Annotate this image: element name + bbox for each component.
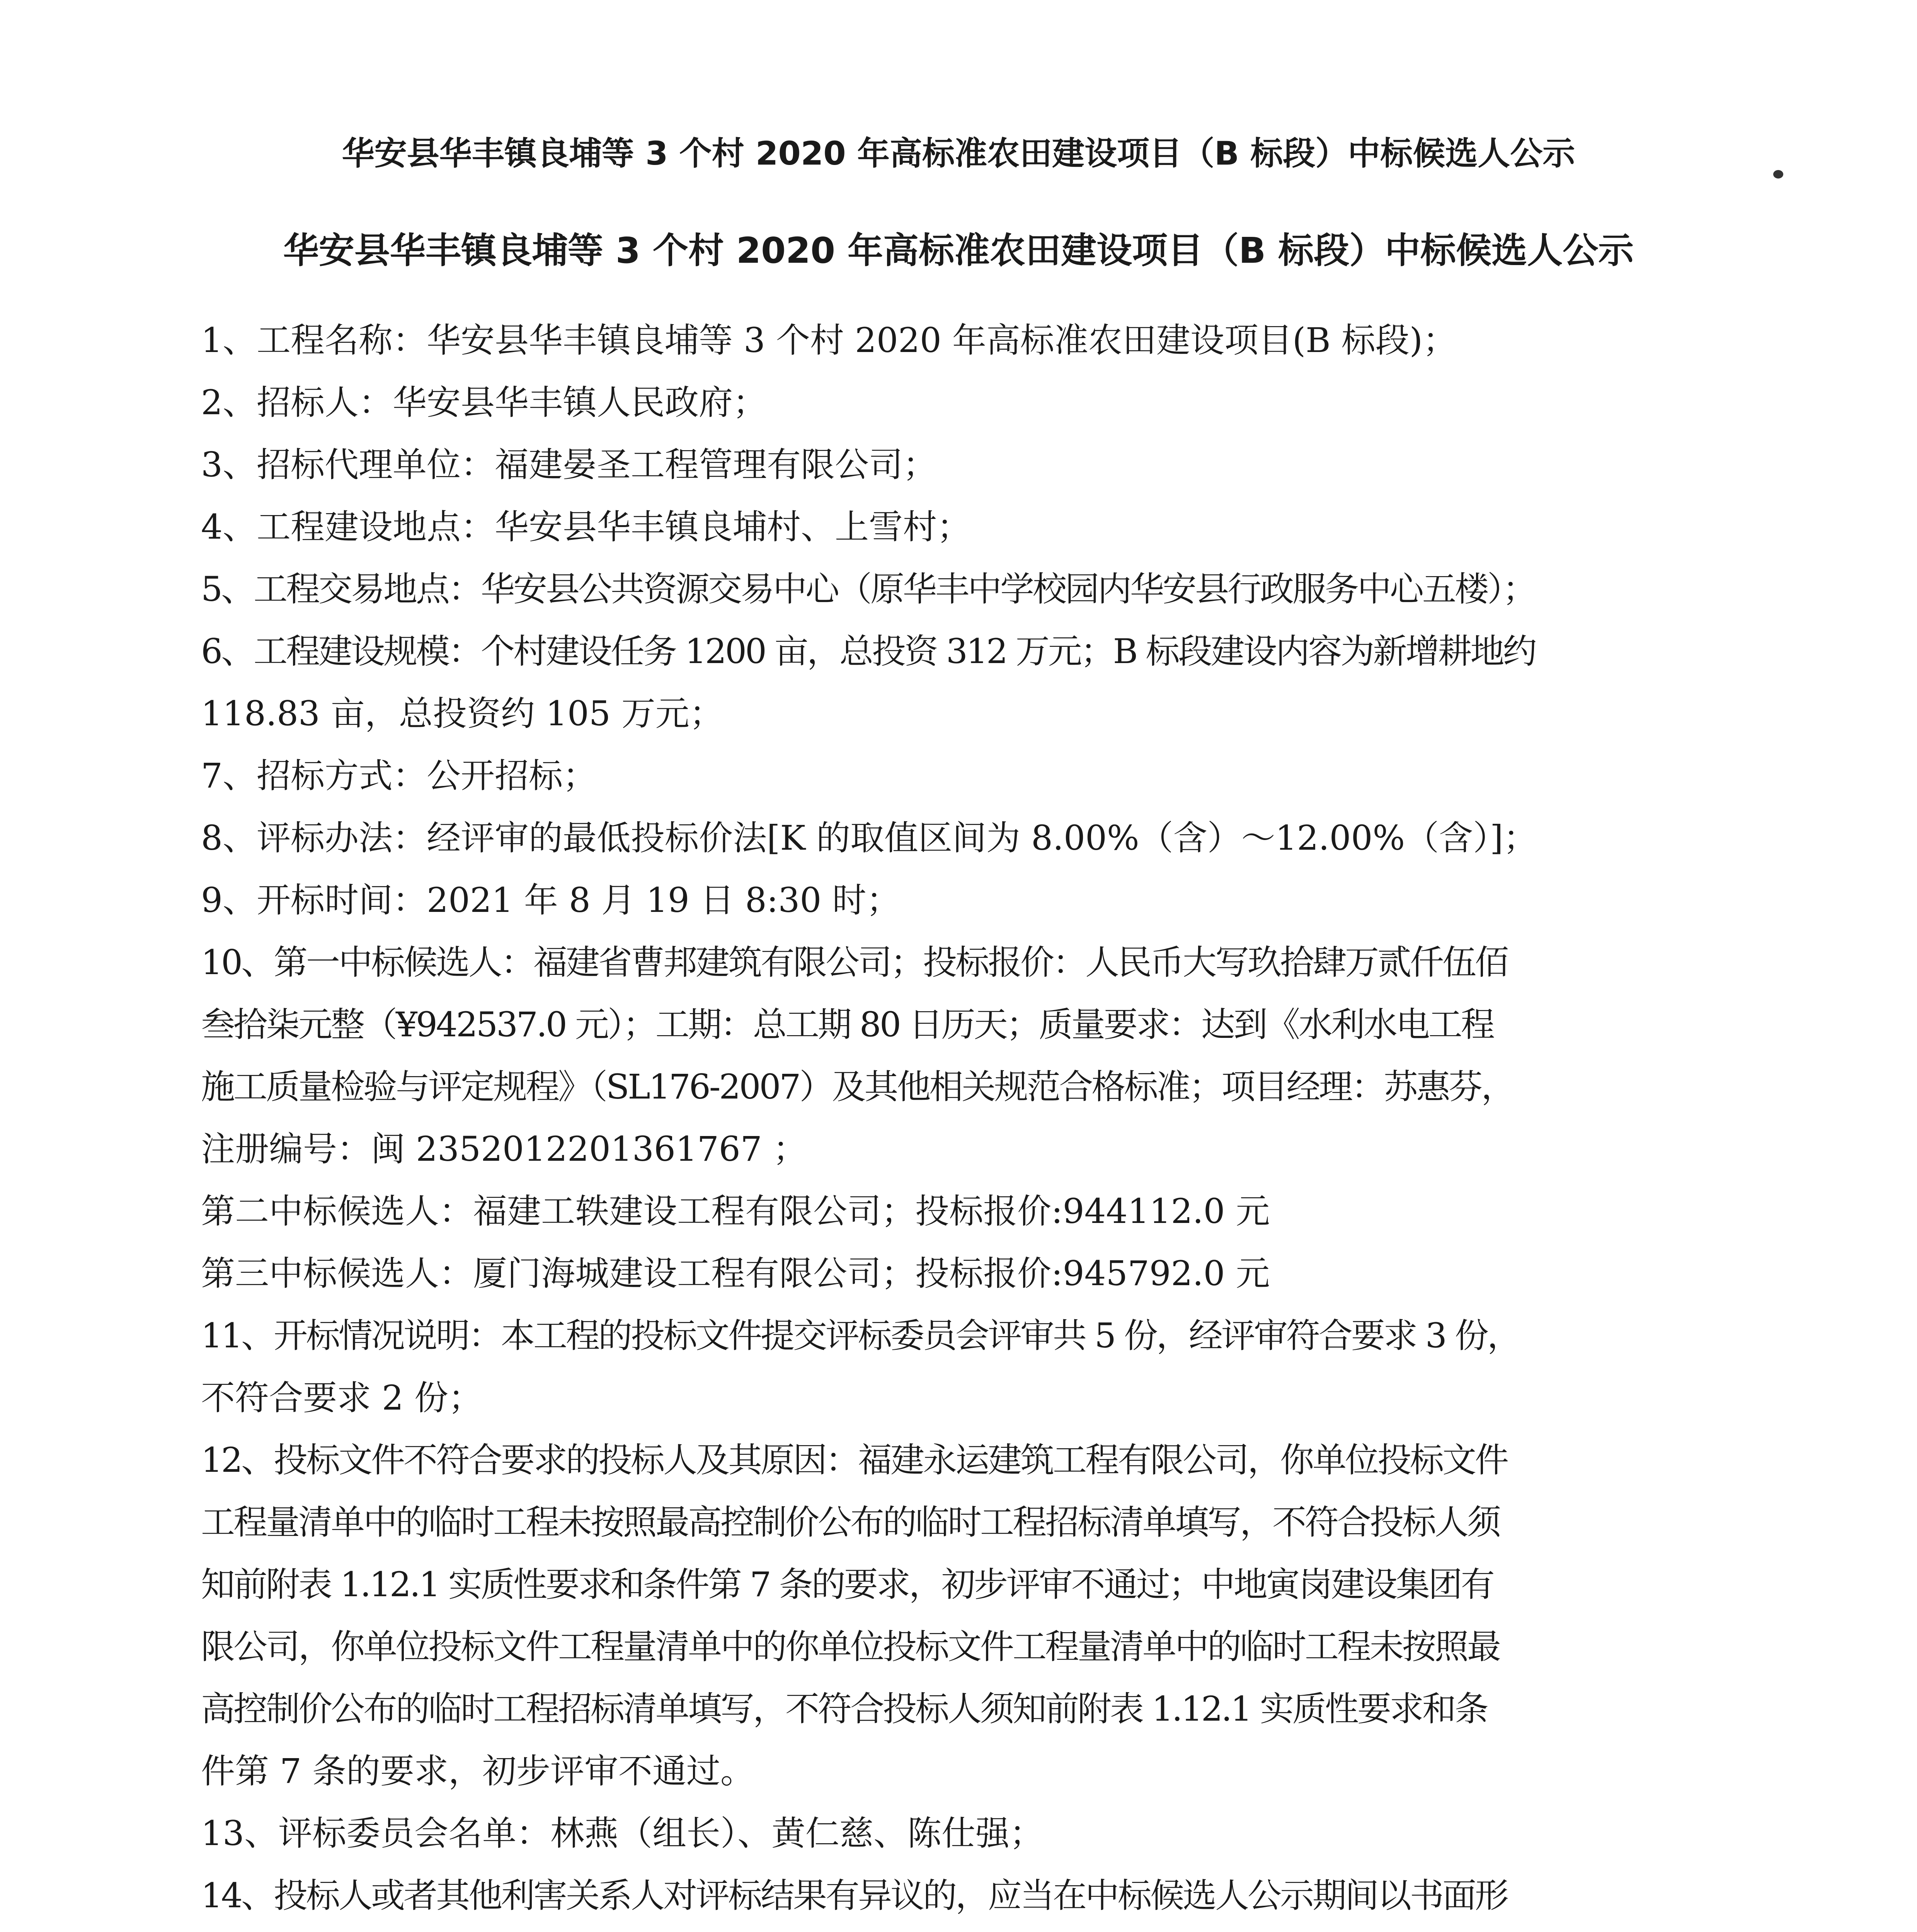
item-12-cont-5: 件第 7 条的要求，初步评审不通过。 — [201, 1751, 754, 1791]
item-8: 8、评标办法：经评审的最低投标价法[K 的取值区间为 8.00%（含）～12.00%（含）]； — [201, 818, 1537, 858]
item-14-cont — [201, 1927, 1747, 1932]
second-candidate: 第二中标候选人：福建工轶建设工程有限公司；投标报价:944112.0 元 — [201, 1191, 1270, 1231]
item-12-cont-1: 工程量清单中的临时工程未按照最高控制价公布的临时工程招标清单填写，不符合投标人须 — [201, 1502, 1500, 1542]
item-1: 1、工程名称：华安县华丰镇良埔等 3 个村 2020 年高标准农田建设项目(B 标段)； — [201, 320, 1457, 360]
document-title: 华安县华丰镇良埔等 3 个村 2020 年高标准农田建设项目（B 标段）中标候选人公示 — [283, 230, 1634, 271]
third-candidate: 第三中标候选人：厦门海城建设工程有限公司；投标报价:945792.0 元 — [201, 1253, 1270, 1293]
item-6: 6、工程建设规模：个村建设任务 1200 亩，总投资 312 万元；B 标段建设内容为新增耕地约 — [201, 631, 1536, 671]
item-14: 14、投标人或者其他利害关系人对评标结果有异议的，应当在中标候选人公示期间以书面形 — [201, 1876, 1507, 1915]
item-10: 10、第一中标候选人：福建省曹邦建筑有限公司；投标报价：人民币大写玖拾肆万贰仟伍佰 — [201, 942, 1507, 982]
document-body — [201, 309, 1747, 1932]
item-7: 7、招标方式：公开招标； — [201, 756, 597, 796]
item-13: 13、评标委员会名单：林燕（组长）、黄仁慈、陈仕强； — [201, 1813, 1044, 1853]
scan-dot-mark — [1773, 170, 1783, 179]
item-6-cont: 118.83 亩，总投资约 105 万元； — [201, 694, 724, 733]
item-2: 2、招标人：华安县华丰镇人民政府； — [201, 383, 767, 422]
item-10-cont-1: 叁拾柒元整（¥942537.0 元）；工期：总工期 80 日历天；质量要求：达到《水利水电工程 — [201, 1005, 1493, 1044]
item-10-cont-2: 施工质量检验与评定规程》（SL176-2007）及其他相关规范合格标准；项目经理：苏惠芬， — [201, 1067, 1514, 1107]
header-title: 华安县华丰镇良埔等 3 个村 2020 年高标准农田建设项目（B 标段）中标候选人公示 — [342, 134, 1575, 172]
item-12-cont-3: 限公司，你单位投标文件工程量清单中的你单位投标文件工程量清单中的临时工程未按照最 — [201, 1627, 1500, 1667]
item-4: 4、工程建设地点：华安县华丰镇良埔村、上雪村； — [201, 507, 971, 547]
item-11-cont: 不符合要求 2 份； — [201, 1378, 482, 1418]
item-3: 3、招标代理单位：福建晏圣工程管理有限公司； — [201, 445, 937, 485]
item-5: 5、工程交易地点：华安县公共资源交易中心（原华丰中学校园内华安县行政服务中心五楼）； — [201, 569, 1535, 609]
item-12-cont-4: 高控制价公布的临时工程招标清单填写，不符合投标人须知前附表 1.12.1 实质性要求和条 — [201, 1689, 1487, 1729]
item-11: 11、开标情况说明：本工程的投标文件提交评标委员会评审共 5 份，经评审符合要求 3 份， — [201, 1316, 1520, 1355]
item-9: 9、开标时间：2021 年 8 月 19 日 8:30 时； — [201, 880, 901, 920]
item-12-cont-2: 知前附表 1.12.1 实质性要求和条件第 7 条的要求，初步评审不通过；中地寅岗建设集团有 — [201, 1565, 1493, 1604]
item-10-cont-3: 注册编号：闽 2352012201361767 ； — [201, 1129, 807, 1169]
item-12: 12、投标文件不符合要求的投标人及其原因：福建永运建筑工程有限公司，你单位投标文件 — [201, 1440, 1507, 1480]
